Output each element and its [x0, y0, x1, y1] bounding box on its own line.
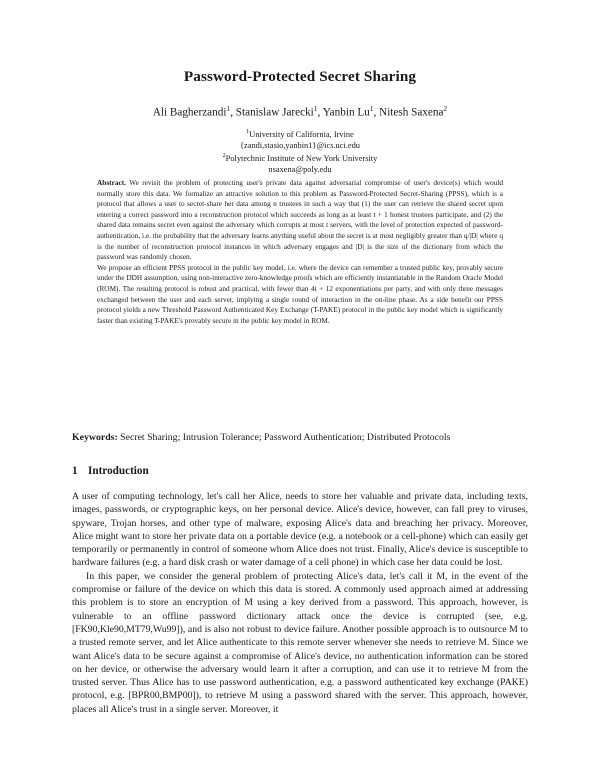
abstract [97, 178, 503, 326]
abstract-text: We revisit the problem of protecting user's private data against adversarial compromise of user's device(s) which would normally store this data. We formalize an attractive solution to this problem as Password-Protected Secret-Sharing (PPSS), which is a protocol that allows a user to secret-share her data among n trustees in such a way that (1) the user can retrieve the shared secret upon entering a correct password into a reconstruction protocol which succeeds as long as at least t + 1 honest trustees participate, and (2) the shared data remains secret even against the adversary which corrupts at most t servers, with the level of protection expected of password-authentication, i.e. the probability that the adversary learns anything useful about the secret is at most negligibly greater than q/|D| where q is the number of reconstruction protocol instances in which adversary engages and |D| is the size of the dictionary from which the password was randomly chosen. [97, 178, 503, 262]
author-name: Nitesh Saxena [379, 106, 444, 119]
keywords-label: Keywords: [72, 432, 118, 443]
abstract-paragraph-2: We propose an efficient PPSS protocol in the public key model, i.e. where the device can remember a trusted public key, provably secure under the DDH assumption, using non-interactive zero-knowledge proofs which are efficiently instantiatable in the Random Oracle Model (ROM). The resulting protocol is robust and practical, with fewer than 4t + 12 exponentiations per party, and with only three messages exchanged between the user and each server, implying a single round of interaction in the on-line phase. As a side benefit our PPSS protocol yields a new Threshold Password Authenticated Key Exchange (T-PAKE) protocol in the public key model which is significantly faster than existing T-PAKE's provably secure in the public key model in ROM. [97, 262, 503, 325]
author-name: Stanislaw Jarecki [235, 106, 314, 119]
affiliation-poly [0, 151, 600, 164]
affil-mark: 1 [246, 129, 250, 135]
affil-mark: 2 [222, 153, 226, 160]
body-paragraph: In this paper, we consider the general problem of protecting Alice's data, let's call it M, in the event of the compromise or failure of the device on which this data is stored. A commonly used approach aimed at addressing this problem is to store an encryption of M using a key derived from a password. This approach, however, is vulnerable to an offline password dictionary attack once the device is corrupted (see, e.g. [FK90,Kle90,MT79,Wu99]), and is also not robust to device failure. Another possible approach is to outsource M to a trusted remote server, and let Alice authenticate to this remote server whenever she needs to retrieve M. Since we want Alice's data to be secure against a compromise of Alice's device, no authentication information can be stored on her device, or otherwise the adversary would learn it after a corruption, and can use it to retrieve M from the trusted server. Thus Alice has to use password authentication, e.g. a password authenticated key exchange (PAKE) protocol, e.g. [BPR00,BMP00]), to retrieve M using a password shared with the server. This approach, however, places all Alice's trust in a single server. Moreover, it [72, 570, 528, 715]
author-name: Ali Bagherzandi [152, 106, 227, 119]
affiliation-uci-email: {zandi,stasio,yanbin1}@ics.uci.edu [240, 141, 360, 150]
author-affil-mark: 2 [443, 104, 448, 113]
abstract-paragraph [97, 178, 503, 263]
body-text [72, 490, 528, 716]
keywords [72, 432, 528, 443]
paper-title: Password-Protected Secret Sharing [183, 68, 417, 85]
abstract-label: Abstract. [97, 178, 126, 187]
section-heading [72, 465, 528, 477]
body-paragraph: A user of computing technology, let's call her Alice, needs to store her valuable and private data, including texts, images, passwords, or cryptographic keys, on her personal device. Alice's device, however, can fall prey to viruses, spyware, Trojan horses, and other type of malware, exposing Alice's data and breaching her privacy. Moreover, Alice might want to store her private data on a portable device (e.g. a notebook or a cell-phone) which can easily get temporarily or permanently in control of someone whom Alice does not trust. Finally, Alice's device is susceptible to hardware failures (e.g. a hard disk crash or water damage of a cell phone) in which case her data could be lost. [72, 491, 528, 569]
affil-name: Polytechnic Institute of New York University [225, 154, 378, 163]
keywords-text: Secret Sharing; Intrusion Tolerance; Password Authentication; Distributed Protocols [120, 432, 451, 443]
author-affil-mark: 1 [226, 104, 231, 113]
affiliation-poly-email: nsaxena@poly.edu [268, 165, 332, 175]
section-number: 1 [72, 465, 78, 477]
affiliation-block [0, 127, 600, 175]
affil-name: University of California, Irvine [249, 129, 354, 139]
author-affil-mark: 1 [369, 104, 374, 113]
section-title: Introduction [88, 465, 149, 477]
affiliation-uci [0, 127, 600, 140]
author-name: Yanbin Lu [322, 106, 370, 119]
author-list: Ali Bagherzandi$^1$, Stanislaw Jarecki$^1$, Yanbin Lu$^1$, Nitesh Saxena$^2$ [152, 104, 448, 119]
author-affil-mark: 1 [313, 104, 318, 113]
